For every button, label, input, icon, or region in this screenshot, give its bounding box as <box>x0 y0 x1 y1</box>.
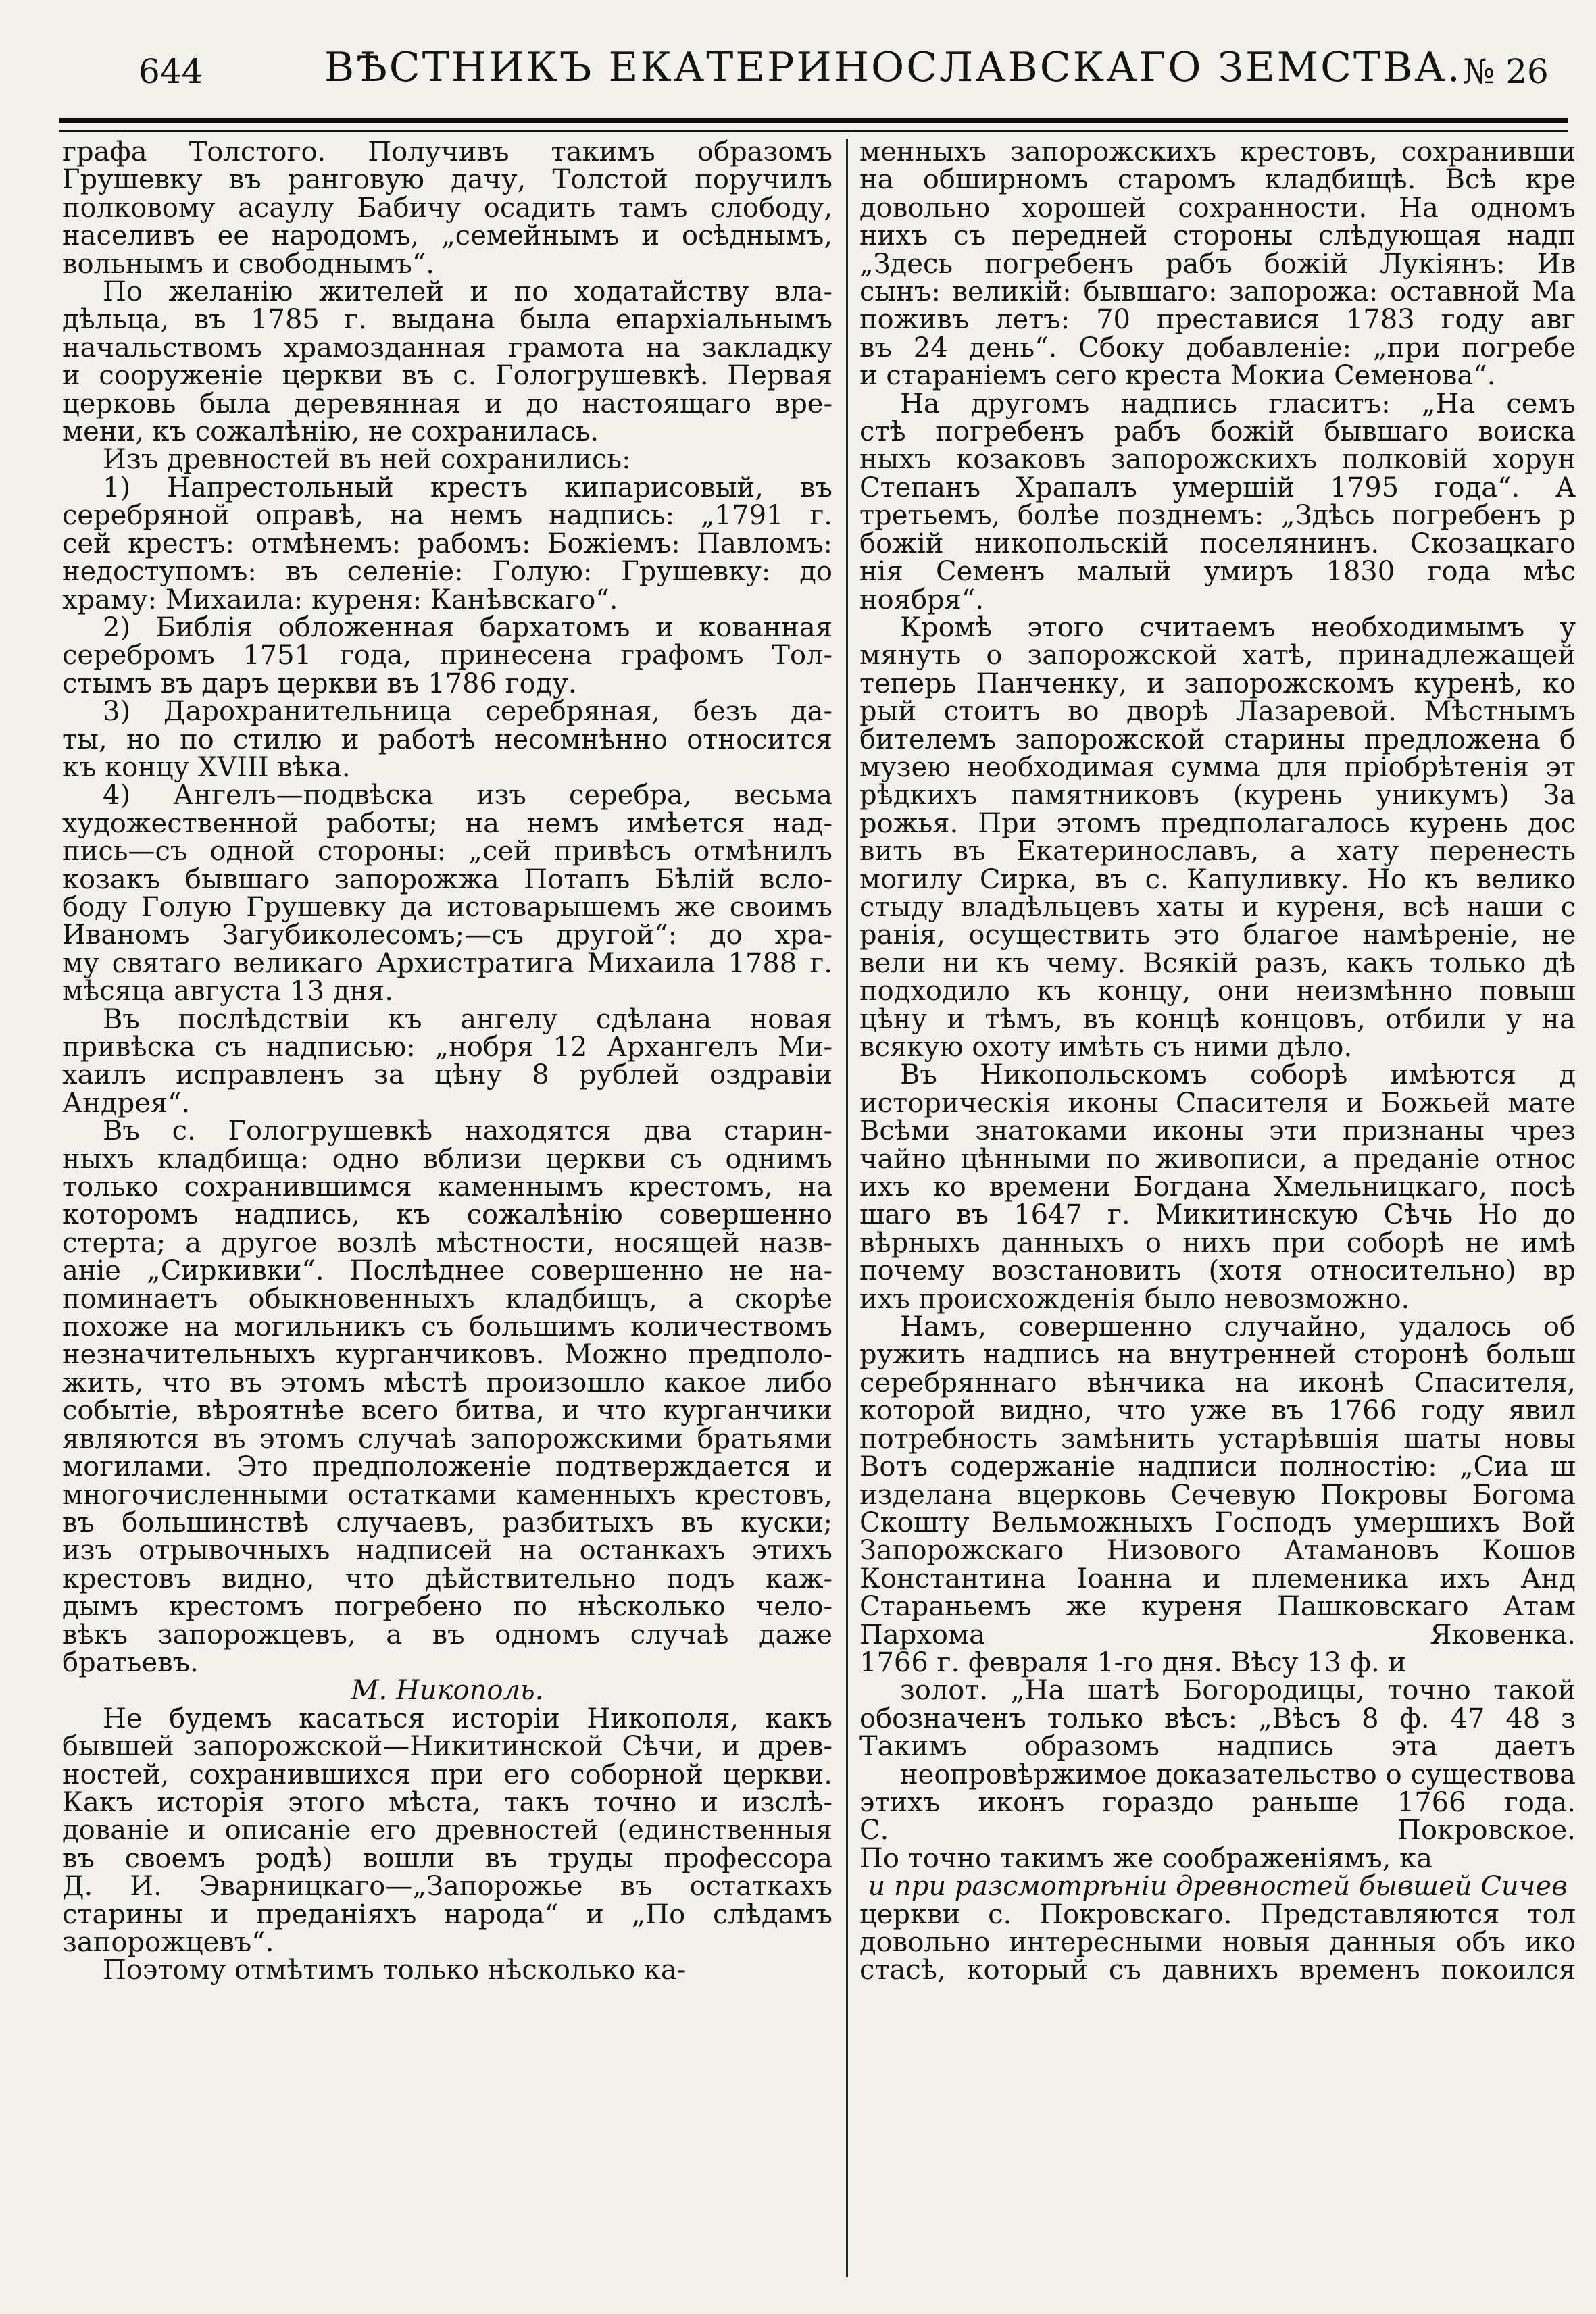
right-column-line: Кромѣ этого считаемъ необходимымъ у <box>900 611 1576 643</box>
left-column-line: только сохранившимся каменнымъ крестомъ, на <box>62 1172 832 1203</box>
right-column-line: и при разсмотрѣніи древностей бывшей Сичев <box>868 1871 1568 1903</box>
right-column-line: изделана вцерковь Сечевую Покровы Богома <box>859 1479 1576 1511</box>
left-column-line: дованіе и описаніе его древностей (единственныя <box>62 1815 832 1846</box>
left-column-line: серебромъ 1751 года, принесена графомъ Тол- <box>62 640 832 672</box>
header-rule-thick <box>59 118 1568 123</box>
left-column-line: въ большинствѣ случаевъ, разбитыхъ въ куски; <box>62 1507 832 1538</box>
left-column-line: Изъ древностей въ ней сохранились: <box>103 444 631 476</box>
left-column-line: М. Никополь. <box>351 1675 544 1707</box>
right-column-line: которой видно, что уже въ 1766 году явил <box>859 1395 1576 1427</box>
right-column-line: подходило къ концу, они неизмѣнно повыш <box>859 976 1576 1007</box>
left-column-line: боду Голую Грушевку да истоварышемъ же своимъ <box>62 891 832 923</box>
left-column-line: хаилъ исправленъ за цѣну 8 рублей оздравіи <box>62 1059 832 1091</box>
issue-number: № 26 <box>1463 52 1549 91</box>
left-column-line: 1) Напрестольный крестъ кипарисовый, въ <box>103 472 832 503</box>
left-column-line: изъ отрывочныхъ надписей на останкахъ этихъ <box>62 1535 832 1567</box>
left-column-line: и сооруженіе церкви въ с. Гологрушевкѣ. Первая <box>62 360 832 392</box>
left-column-line: могилами. Это предположеніе подтверждается и <box>62 1451 832 1483</box>
left-column-line: 4) Ангелъ—подвѣска изъ серебра, весьма <box>103 780 832 811</box>
right-column-line: довольно хорошей сохранности. На одномъ <box>859 192 1576 224</box>
left-column-line: привѣска съ надписью: „нобря 12 Архангелъ Ми- <box>62 1032 832 1063</box>
left-column-line: дымъ крестомъ погребено по нѣсколько чело- <box>62 1591 832 1623</box>
left-column-line: пись—съ одной стороны: „сей привѣсъ отмѣнилъ <box>62 836 832 867</box>
right-column-line: стасѣ, который съ давнихъ временъ покоился <box>859 1955 1576 1986</box>
right-column-line: Такимъ образомъ надпись эта даетъ <box>859 1731 1576 1763</box>
left-column-line: полковому асаулу Бабичу осадить тамъ слободу, <box>62 192 832 224</box>
right-column-line: почему возстановить (хотя относительно) вр <box>859 1255 1576 1287</box>
right-column-line: ноября“. <box>859 584 984 615</box>
left-column-line: 3) Дарохранительница серебряная, безъ да- <box>103 696 832 728</box>
left-column-line: стымъ въ даръ церкви въ 1786 году. <box>62 668 577 699</box>
left-column-line: козакъ бывшаго запорожжа Потапъ Бѣлій всло- <box>62 863 832 895</box>
left-column-line: начальствомъ храмозданная грамота на закладку <box>62 332 832 363</box>
page-header <box>0 37 1596 105</box>
right-column-line: С. Покровское. <box>859 1815 1576 1846</box>
left-column-line: крестовъ видно, что дѣйствительно подъ каж- <box>62 1563 832 1594</box>
right-column-line: третьемъ, болѣе позднемъ: „Здѣсь погребенъ р <box>859 500 1576 532</box>
right-column-line: Въ Никопольскомъ соборѣ имѣются д <box>900 1059 1576 1091</box>
left-column-line: мени, къ сожалѣнію, не сохранилась. <box>62 416 599 448</box>
right-column-line: Стараньемъ же куреня Пашковскаго Атам <box>859 1591 1576 1623</box>
right-column-line: историческія иконы Спасителя и Божьей мате <box>859 1087 1576 1119</box>
right-column-line: поживъ летъ: 70 преставися 1783 году авг <box>859 304 1576 336</box>
left-column-line: графа Толстого. Получивъ такимъ образомъ <box>62 139 832 168</box>
left-column-line: населивъ ее народомъ, „семейнымъ и осѣднымъ, <box>62 220 832 252</box>
left-column-line: мѣсяца августа 13 дня. <box>62 976 393 1007</box>
right-column-line: неопровѣржимое доказательство о существова <box>900 1759 1576 1790</box>
left-column-line: ты, но по стилю и работѣ несомнѣнно относится <box>62 724 832 755</box>
right-column-line: ныхъ козаковъ запорожскихъ полковій хорун <box>859 444 1576 476</box>
right-column-line: на обширномъ старомъ кладбищѣ. Всѣ кре <box>859 164 1576 196</box>
left-column-line: По желанію жителей и по ходатайству вла- <box>103 276 832 308</box>
right-column-line: нихъ съ передней стороны слѣдующая надп <box>859 220 1576 252</box>
left-column-line: старины и преданіяхъ народа“ и „По слѣдамъ <box>62 1898 832 1930</box>
right-column-line: Запорожскаго Низового Атамановъ Кошов <box>859 1535 1576 1567</box>
right-column-line: нія Семенъ малый умиръ 1830 года мѣс <box>859 556 1576 588</box>
right-column-line: вели ни къ чему. Всякій разъ, какъ только дѣ <box>859 947 1576 979</box>
right-column-line: этихъ иконъ гораздо раньше 1766 года. <box>859 1786 1576 1818</box>
left-column-line: му святаго великаго Архистратига Михаила 1788 г. <box>62 947 832 979</box>
left-column-line: вѣкъ запорожцевъ, а въ одномъ случаѣ даже <box>62 1619 832 1651</box>
left-column-line: сей крестъ: отмѣнемъ: рабомъ: Божіемъ: Павломъ: <box>62 528 832 559</box>
left-column-text <box>62 139 832 1985</box>
right-column-line: ружить надпись на внутренней сторонѣ больш <box>859 1339 1576 1371</box>
right-column-line: сынъ: великій: бывшаго: запорожа: оставной Ма <box>859 276 1576 308</box>
left-column-line: жить, что въ этомъ мѣстѣ произошло какое либо <box>62 1367 832 1399</box>
right-column-line: менныхъ запорожскихъ крестовъ, сохранивши <box>859 139 1576 168</box>
right-column-line: ранія, осуществить это благое намѣреніе, не <box>859 920 1576 951</box>
right-column-line: На другомъ надпись гласитъ: „На семъ <box>900 388 1576 420</box>
right-column-line: Степанъ Храпалъ умершій 1795 года“. А <box>859 472 1576 503</box>
left-column-line: недоступомъ: въ селеніе: Голую: Грушевку: до <box>62 556 832 588</box>
right-column-line: стыду владѣльцевъ хаты и куреня, всѣ наши с <box>859 891 1576 923</box>
left-column-line: поминаетъ обыкновенныхъ кладбищъ, а скорѣе <box>62 1283 832 1315</box>
left-column-line: Какъ исторія этого мѣста, такъ точно и изслѣ- <box>62 1786 832 1818</box>
left-column-line: являются въ этомъ случаѣ запорожскими братьями <box>62 1423 832 1455</box>
right-column-line: всякую охоту имѣть съ ними дѣло. <box>859 1032 1353 1063</box>
left-column-line: художественной работы; на немъ имѣется над- <box>62 807 832 839</box>
left-column-line: Въ послѣдствіи къ ангелу сдѣлана новая <box>103 1003 832 1035</box>
left-column-line: храму: Михаила: куреня: Канѣвскаго“. <box>62 584 618 615</box>
left-column-line: стерта; а другое возлѣ мѣстности, носящей назв- <box>62 1227 832 1259</box>
left-column <box>62 139 832 2287</box>
left-column-line: Поэтому отмѣтимъ только нѣсколько ка- <box>103 1955 687 1986</box>
left-column-line: бывшей запорожской—Никитинской Сѣчи, и древ- <box>62 1731 832 1763</box>
right-column-line: ихъ ко времени Богдана Хмельницкаго, посѣ <box>859 1172 1576 1203</box>
right-column-line: теперь Панченку, и запорожскомъ куренѣ, ко <box>859 668 1576 699</box>
right-column-line: 1766 г. февраля 1-го дня. Вѣсу 13 ф. и <box>859 1646 1407 1678</box>
right-column-line: Вотъ содержаніе надписи полностію: „Сиа ш <box>859 1451 1576 1483</box>
left-column-line: въ своемъ родѣ) вошли въ труды профессора <box>62 1842 832 1874</box>
right-column-line: По точно такимъ же соображеніямъ, ка <box>859 1842 1432 1874</box>
left-column-line: Въ с. Гологрушевкѣ находятся два старин- <box>103 1115 832 1147</box>
left-column-line: Андрея“. <box>62 1087 191 1119</box>
left-column-line: похоже на могильникъ съ большимъ количествомъ <box>62 1311 832 1343</box>
right-column-line: вить въ Екатеринославъ, а хату перенесть <box>859 836 1576 867</box>
right-column-line: въ 24 день“. Сбоку добавленіе: „при погребе <box>859 332 1576 363</box>
right-column-line: чайно цѣнными по живописи, а преданіе относ <box>859 1143 1576 1175</box>
right-column-line: божій никопольскій поселянинъ. Скозацкаго <box>859 528 1576 559</box>
left-column-line: церковь была деревянная и до настоящаго вре- <box>62 388 832 420</box>
left-column-line: Д. И. Эварницкаго—„Запорожье въ остаткахъ <box>62 1871 832 1903</box>
right-column-line: шаго въ 1647 г. Микитинскую Сѣчь Но до <box>859 1199 1576 1231</box>
right-column-line: бителемъ запорожской старины предложена б <box>859 724 1576 755</box>
journal-title: ВѢСТНИКЪ ЕКАТЕРИНОСЛАВСКАГО ЗЕМСТВА. <box>324 44 1462 91</box>
left-column-line: запорожцевъ“. <box>62 1927 274 1958</box>
right-column-line: музею необходимая сумма для пріобрѣтенія эт <box>859 751 1576 783</box>
left-column-line: вольнымъ и свободнымъ“. <box>62 248 434 280</box>
right-column-line: обозначенъ только вѣсъ: „Вѣсъ 8 ф. 47 48 з <box>859 1703 1576 1734</box>
right-column-line: могилу Сирка, въ с. Капуливку. Но къ велико <box>859 863 1576 895</box>
right-column-line: Всѣми знатоками иконы эти признаны чрез <box>859 1115 1576 1147</box>
right-column-line: цѣну и тѣмъ, въ концѣ концовъ, отбили у на <box>859 1003 1576 1035</box>
right-column-line: потребность замѣнить устарѣвшія шаты новы <box>859 1423 1576 1455</box>
left-column-line: событіе, вѣроятнѣе всего битва, и что курганчики <box>62 1395 832 1427</box>
left-column-line: аніе „Сиркивки“. Послѣднее совершенно не на- <box>62 1255 832 1287</box>
right-column-line: „Здесь погребенъ рабъ божій Лукіянъ: Ив <box>859 248 1576 280</box>
right-column-line: Константина Іоанна и племеника ихъ Анд <box>859 1563 1576 1594</box>
left-column-line: Не будемъ касаться исторіи Никополя, какъ <box>103 1703 832 1734</box>
right-column-line: золот. „На шатѣ Богородицы, точно такой <box>900 1675 1576 1707</box>
column-divider <box>846 139 848 2277</box>
right-column-line: Пархома Яковенка. <box>859 1619 1576 1651</box>
right-column-line: Скошту Вельможныхъ Господъ умершихъ Вой <box>859 1507 1576 1538</box>
header-rule-thin <box>59 130 1568 132</box>
page-number: 644 <box>139 52 203 91</box>
right-column <box>859 139 1576 2287</box>
left-column-line: ностей, сохранившихся при его соборной церкви. <box>62 1759 832 1790</box>
right-column-line: мянуть о запорожской хатѣ, принадлежащей <box>859 640 1576 672</box>
left-column-line: незначительныхъ курганчиковъ. Можно предполо- <box>62 1339 832 1371</box>
left-column-line: серебряной оправѣ, на немъ надпись: „1791 г. <box>62 500 832 532</box>
left-column-line: 2) Библія обложенная бархатомъ и кованная <box>103 611 832 643</box>
right-column-line: рый стоитъ во дворѣ Лазаревой. Мѣстнымъ <box>859 696 1576 728</box>
right-column-line: и стараніемъ сего креста Мокиа Семенова“. <box>859 360 1496 392</box>
right-column-line: довольно интересными новыя данныя объ ико <box>859 1927 1576 1958</box>
right-column-line: Намъ, совершенно случайно, удалось об <box>900 1311 1576 1343</box>
right-column-line: церкви с. Покровскаго. Представляются тол <box>859 1898 1576 1930</box>
left-column-line: къ концу XVIII вѣка. <box>62 751 351 783</box>
left-column-line: Грушевку въ ранговую дачу, Толстой поручилъ <box>62 164 832 196</box>
left-column-line: Иваномъ Загубиколесомъ;—съ другой“: до хра- <box>62 920 832 951</box>
left-column-line: многочисленными остатками каменныхъ крестовъ, <box>62 1479 832 1511</box>
left-column-line: которомъ надпись, къ сожалѣнію совершенно <box>62 1199 832 1231</box>
left-column-line: ныхъ кладбища: одно вблизи церкви съ однимъ <box>62 1143 832 1175</box>
right-column-line: рѣдкихъ памятниковъ (курень уникумъ) За <box>859 780 1576 811</box>
right-column-line: ихъ происхожденія было невозможно. <box>859 1283 1410 1315</box>
left-column-line: дѣльца, въ 1785 г. выдана была епархіальнымъ <box>62 304 832 336</box>
right-column-line: вѣрныхъ данныхъ о нихъ при соборѣ не имѣ <box>859 1227 1576 1259</box>
right-column-line: рожья. При этомъ предполагалось курень дос <box>859 807 1576 839</box>
right-column-line: стѣ погребенъ рабъ божій бывшаго воиска <box>859 416 1576 448</box>
right-column-line: серебряннаго вѣнчика на иконѣ Спасителя, <box>859 1367 1576 1399</box>
right-column-text <box>859 139 1576 1985</box>
left-column-line: братьевъ. <box>62 1646 199 1678</box>
